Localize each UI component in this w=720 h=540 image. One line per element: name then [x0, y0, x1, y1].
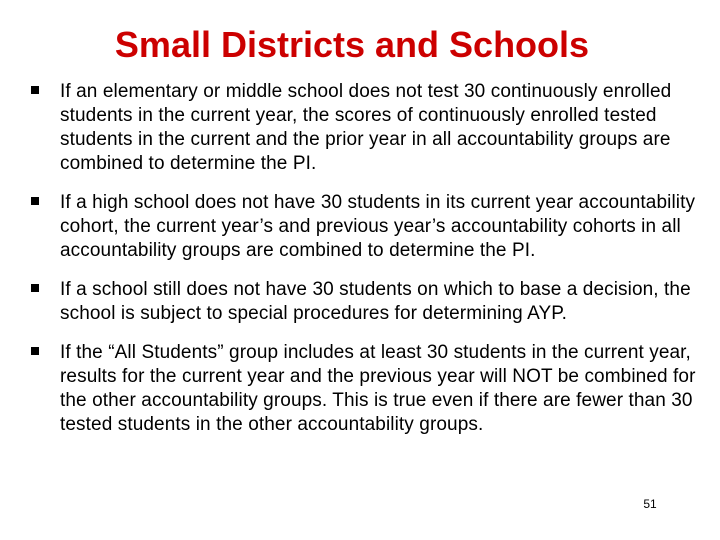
- bullet-text: If the “All Students” group includes at least 30 students in the current year, results for the current year and the previous year will NOT be combined for the other accountability groups. This is true even if there are fewer than 30 tested students in the other accountability groups.: [60, 342, 696, 435]
- bullet-text: If a school still does not have 30 students on which to base a decision, the school is subject to special procedures for determining AYP.: [60, 279, 691, 324]
- page-number: 51: [643, 497, 657, 511]
- square-bullet-icon: [30, 193, 40, 203]
- square-bullet-icon: [30, 82, 40, 92]
- bullet-item: [30, 191, 702, 263]
- bullet-item: [30, 341, 702, 437]
- bullet-text: If an elementary or middle school does not test 30 continuously enrolled students in the current year, the scores of continuously enrolled tested students in the current and the prior year in all accountability groups are combined to determine the PI.: [60, 81, 672, 174]
- square-bullet-icon: [30, 343, 40, 353]
- bullet-list: [30, 80, 702, 452]
- bullet-item: [30, 80, 702, 176]
- square-bullet-icon: [30, 280, 40, 290]
- bullet-item: [30, 278, 702, 326]
- slide-title: Small Districts and Schools: [114, 24, 590, 65]
- bullet-text: If a high school does not have 30 students in its current year accountability cohort, the current year’s and previous year’s accountability cohorts in all accountability groups are combined to determine the PI.: [60, 192, 696, 261]
